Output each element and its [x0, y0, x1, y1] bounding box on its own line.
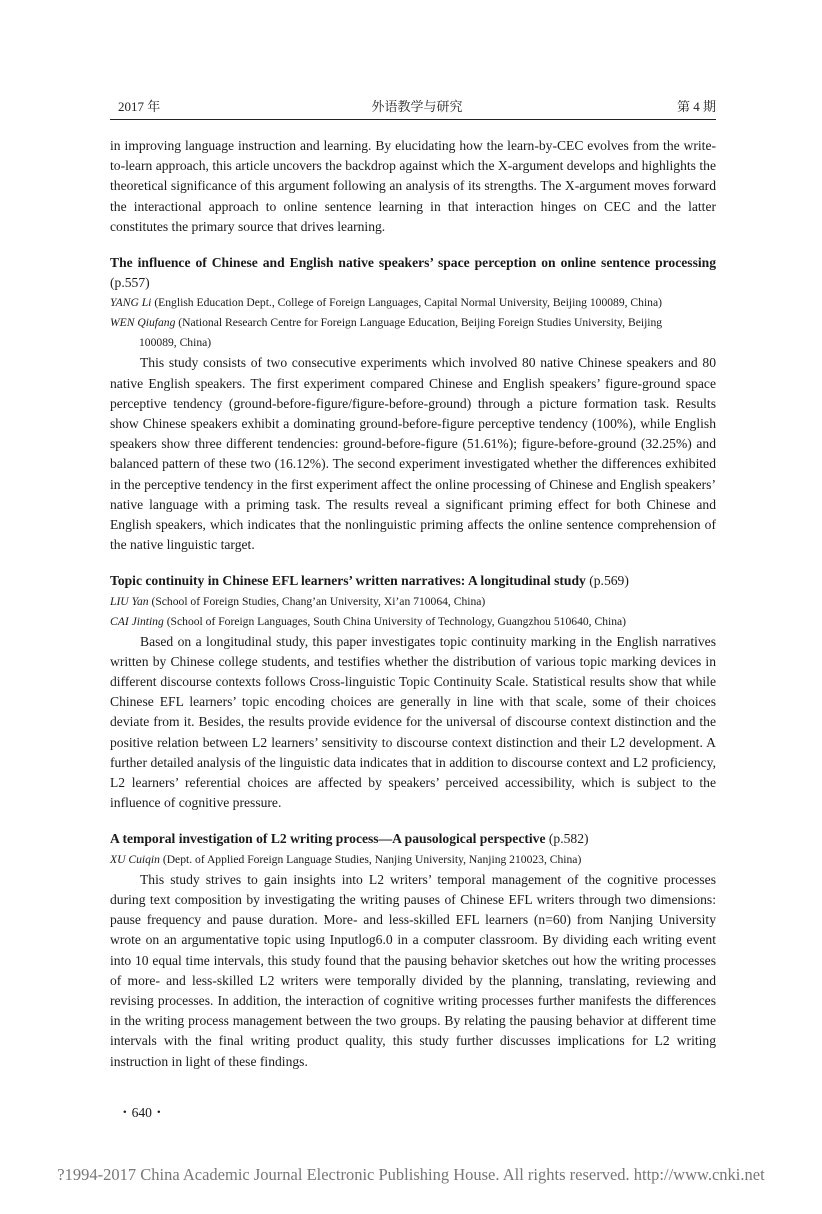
author-name: LIU Yan [110, 594, 149, 608]
author-affiliation: (Dept. of Applied Foreign Language Studies, Nanjing University, Nanjing 210023, China) [162, 852, 582, 866]
author-line [110, 293, 716, 313]
copyright-footer: ?1994-2017 China Academic Journal Electronic Publishing House. All rights reserved. http://www.cnki.net [57, 1165, 765, 1184]
article-entry [110, 829, 716, 1071]
running-header [118, 96, 716, 114]
author-affiliation: (English Education Dept., College of Foreign Languages, Capital Normal University, Beijing 100089, China) [154, 296, 662, 310]
article-title-text: The influence of Chinese and English native speakers’ space perception on online sentence processing [110, 255, 716, 271]
author-line [110, 612, 716, 632]
author-name: CAI Jinting [110, 614, 164, 628]
article-title [110, 571, 716, 591]
article-page-ref: (p.557) [110, 275, 150, 291]
article-abstract: This study consists of two consecutive experiments which involved 80 native Chinese speakers and 80 native English speakers. The first experiment compared Chinese and English speakers’ figure-ground space perceptive tendency (ground-before-figure/figure-before-ground) through a picture formation task. Results show Chinese speakers exhibit a dominating ground-before-figure perceptive tendency (100%), while English speakers show three different tendencies: ground-before-figure (51.61%); figure-before-ground (32.25%) and balanced pattern of these two (16.12%). The second experiment investigated whether the differences exhibited in the perceptive tendency in the first experiment affect the online processing of Chinese and English speakers’ native language with a priming task. The results reveal a significant priming effect for both Chinese and English speakers, which indicates that the nonlinguistic priming affects the online sentence comprehension of the native linguistic target. [110, 355, 716, 553]
header-year: 2017 年 [118, 99, 161, 114]
author-affiliation-continued: 100089, China) [139, 336, 212, 350]
article-abstract: This study strives to gain insights into L2 writers’ temporal management of the cognitive processes during text composition by investigating the writing pauses of Chinese EFL writers through two dimensions: pause frequency and pause duration. More- and less-skilled EFL learners (n=60) from Nanjing University wrote on an argumentative topic using Inputlog6.0 in a computer classroom. By dividing each writing event into 10 equal time intervals, this study found that the pausing behavior sketches out how the writing processes of more- and less-skilled L2 writers were temporally divided by the planning, translating, reviewing and revising processes. In addition, the interaction of cognitive writing processes further manifests the differences in the writing process management between the two groups. By relating the pausing behavior at different time intervals with the final writing product quality, this study further discusses implications for L2 writing instruction in light of these findings. [110, 871, 716, 1069]
author-line [110, 850, 716, 870]
header-journal-title: 外语教学与研究 [371, 99, 463, 114]
page-number: ・640・ [118, 1105, 166, 1120]
article-title-text: A temporal investigation of L2 writing process—A pausological perspective [110, 831, 546, 847]
author-name: XU Cuiqin [110, 852, 160, 866]
author-affiliation: (School of Foreign Languages, South China University of Technology, Guangzhou 510640, China) [166, 614, 627, 628]
article-entry [110, 571, 716, 813]
intro-paragraph: in improving language instruction and learning. By elucidating how the learn-by-CEC evolves from the write-to-learn approach, this article uncovers the backdrop against which the X-argument develops and highlights the theoretical significance of this argument following an analysis of its strengths. The X-argument moves forward the interactional approach to online sentence learning in that interaction hinges on CEC and the latter constitutes the primary source that drives learning. [110, 138, 716, 234]
author-line [110, 313, 716, 333]
article-title [110, 829, 716, 849]
article-page-ref: (p.569) [589, 573, 629, 589]
author-name: YANG Li [110, 296, 152, 310]
author-affiliation: (National Research Centre for Foreign Language Education, Beijing Foreign Studies University, Beijing [178, 316, 663, 330]
article-abstract: Based on a longitudinal study, this paper investigates topic continuity marking in the English narratives written by Chinese college students, and testifies whether the distribution of various topic marking devices in different discourse contexts follows Cross-linguistic Topic Continuity Scale. Statistical results show that while Chinese EFL learners’ topic encoding choices are generally in line with that scale, some of their choices deviate from it. Besides, the results provide evidence for the universal of discourse context distinction and the positive relation between L2 learners’ sensitivity to discourse context distinction and their L2 development. A further detailed analysis of the linguistic data indicates that in addition to discourse context and L2 proficiency, L2 learners’ referential choices are affected by speakers’ perceived accessibility, which is subject to the influence of cognitive pressure. [110, 633, 716, 811]
article-entry [110, 253, 716, 555]
author-line [110, 592, 716, 612]
author-name: WEN Qiufang [110, 316, 176, 330]
page-content [110, 136, 716, 1072]
header-rule [110, 119, 716, 120]
article-page-ref: (p.582) [548, 831, 589, 847]
article-title [110, 253, 716, 293]
author-affiliation: (School of Foreign Studies, Chang’an University, Xi’an 710064, China) [151, 594, 486, 608]
header-issue: 第 4 期 [676, 99, 716, 114]
article-title-text: Topic continuity in Chinese EFL learners’ written narratives: A longitudinal study [110, 573, 586, 589]
